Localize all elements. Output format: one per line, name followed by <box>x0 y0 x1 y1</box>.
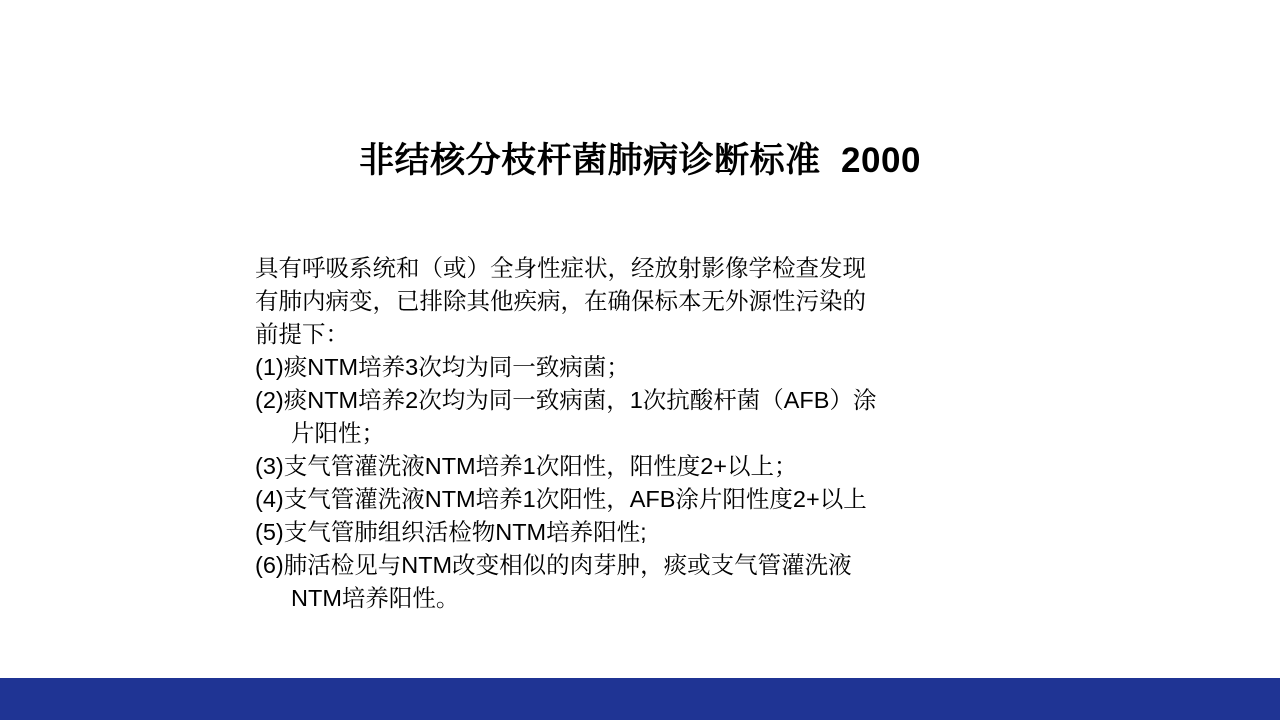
page-title: 非结核分枝杆菌肺病诊断标准 2000 <box>359 141 921 180</box>
body-line: 有肺内病变，已排除其他疾病，在确保标本无外源性污染的 <box>255 288 866 314</box>
body-line: 前提下： <box>255 321 349 347</box>
body-line: NTM培养阳性。 <box>291 585 460 611</box>
body-line: (3)支气管灌洗液NTM培养1次阳性，阳性度2+以上； <box>255 453 798 479</box>
slide-body <box>255 252 1015 615</box>
body-line: (2)痰NTM培养2次均为同一致病菌，1次抗酸杆菌（AFB）涂 <box>255 387 877 413</box>
body-line: (4)支气管灌洗液NTM培养1次阳性，AFB涂片阳性度2+以上 <box>255 486 867 512</box>
body-line: (1)痰NTM培养3次均为同一致病菌； <box>255 354 630 380</box>
body-line: 具有呼吸系统和（或）全身性症状，经放射影像学检查发现 <box>255 255 866 281</box>
body-line: 片阳性； <box>291 420 385 446</box>
body-line: (6)肺活检见与NTM改变相似的肉芽肿，痰或支气管灌洗液 <box>255 552 852 578</box>
body-line: (5)支气管肺组织活检物NTM培养阳性; <box>255 519 647 545</box>
footer-bar <box>0 678 1280 720</box>
